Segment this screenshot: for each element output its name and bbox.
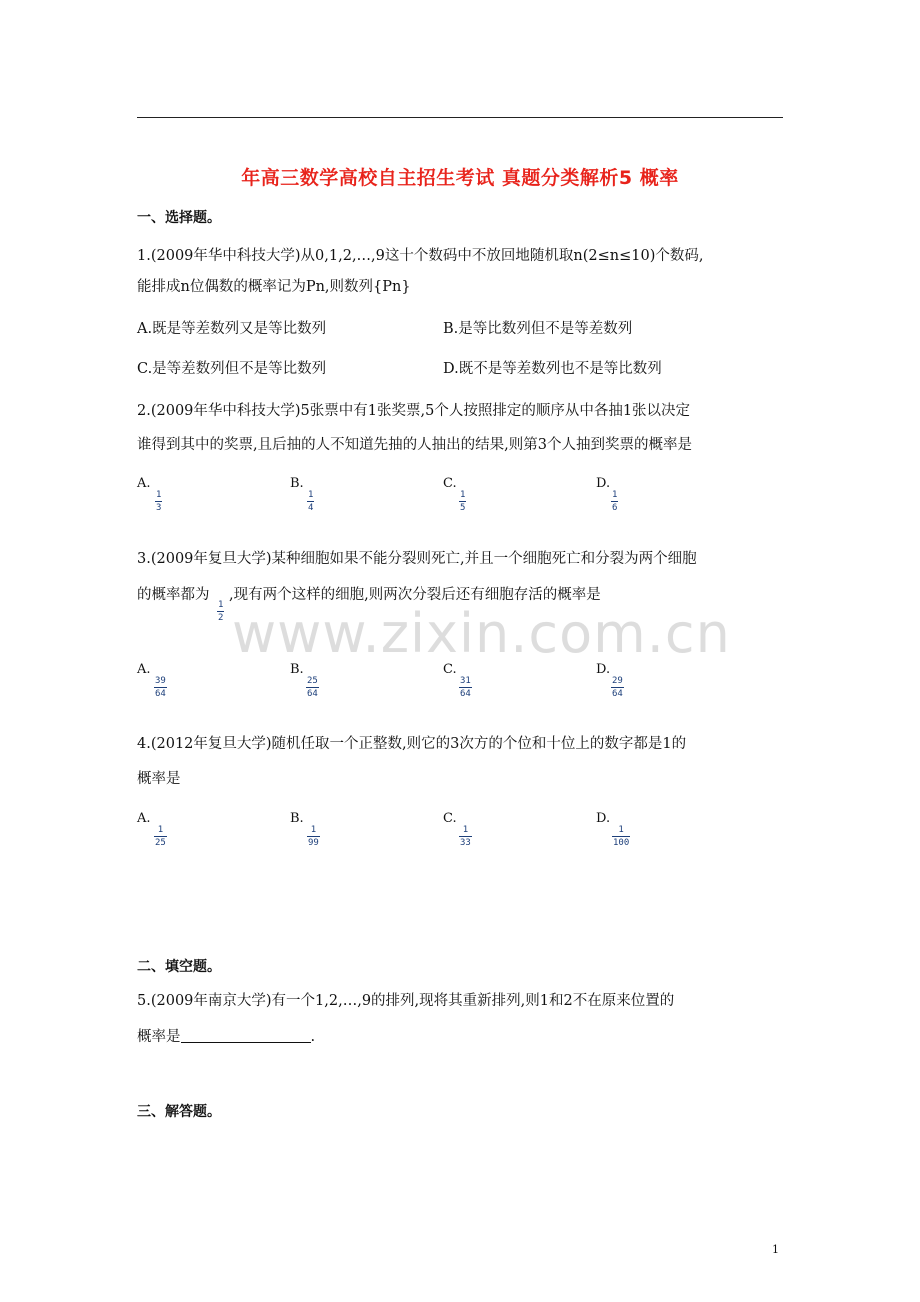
q2-option-c-label: C. bbox=[443, 476, 457, 491]
fraction-denominator: 64 bbox=[460, 689, 471, 699]
q3-option-d-fraction bbox=[611, 676, 624, 699]
answer-blank[interactable] bbox=[181, 1028, 311, 1043]
q2-text-line1: 2.(2009年华中科技大学)5张票中有1张奖票,5个人按照排定的顺序从中各抽1张以决定 bbox=[137, 403, 691, 419]
q3-option-b-fraction bbox=[306, 676, 319, 699]
fraction-numerator: 1 bbox=[460, 490, 466, 500]
q4-text-line1: 4.(2012年复旦大学)随机任取一个正整数,则它的3次方的个位和十位上的数字都是1的 bbox=[137, 736, 687, 752]
fraction-denominator: 99 bbox=[308, 838, 319, 848]
fraction-denominator: 25 bbox=[155, 838, 166, 848]
q3-text-line1: 3.(2009年复旦大学)某种细胞如果不能分裂则死亡,并且一个细胞死亡和分裂为两个细胞 bbox=[137, 551, 697, 567]
q1-option-a: A.既是等差数列又是等比数列 bbox=[137, 321, 327, 337]
fraction-numerator: 31 bbox=[460, 676, 471, 686]
q5-text-prefix: 概率是 bbox=[137, 1029, 181, 1045]
fraction-denominator: 64 bbox=[307, 689, 318, 699]
q2-text-line2: 谁得到其中的奖票,且后抽的人不知道先抽的人抽出的结果,则第3个人抽到奖票的概率是 bbox=[137, 437, 692, 453]
section-heading-fill: 二、填空题。 bbox=[137, 959, 221, 975]
q1-text-line2: 能排成n位偶数的概率记为Pn,则数列{Pn} bbox=[137, 279, 411, 295]
fraction-numerator: 1 bbox=[612, 490, 618, 500]
fraction-numerator: 29 bbox=[612, 676, 623, 686]
fraction-denominator: 64 bbox=[155, 689, 166, 699]
q4-option-a-label: A. bbox=[137, 811, 151, 826]
q5-text-line1: 5.(2009年南京大学)有一个1,2,…,9的排列,现将其重新排列,则1和2不在原来位置的 bbox=[137, 993, 675, 1009]
document-title: 年高三数学高校自主招生考试 真题分类解析5 概率 bbox=[241, 167, 679, 189]
fraction-numerator: 1 bbox=[310, 825, 317, 835]
watermark: www.zixin.com.cn bbox=[232, 602, 731, 665]
header-rule bbox=[137, 117, 783, 118]
q2-option-d-label: D. bbox=[596, 476, 611, 491]
q2-option-d-fraction bbox=[611, 490, 618, 513]
q4-option-a-fraction bbox=[154, 825, 167, 848]
fraction-numerator: 1 bbox=[156, 490, 162, 500]
q1-text-line1: 1.(2009年华中科技大学)从0,1,2,…,9这十个数码中不放回地随机取n(2≤n≤10)个数码, bbox=[137, 248, 704, 264]
fraction-denominator: 100 bbox=[613, 838, 630, 848]
fraction-denominator: 6 bbox=[612, 503, 618, 513]
fraction-denominator: 33 bbox=[460, 838, 471, 848]
q3-option-d-label: D. bbox=[596, 662, 611, 677]
q2-option-b-label: B. bbox=[290, 476, 304, 491]
q3-option-c-fraction bbox=[459, 676, 472, 699]
fraction-denominator: 5 bbox=[460, 503, 466, 513]
section-heading-choice: 一、选择题。 bbox=[137, 210, 221, 226]
fraction-denominator: 3 bbox=[156, 503, 162, 513]
q3-option-a-label: A. bbox=[137, 662, 151, 677]
q2-option-a-fraction bbox=[155, 490, 162, 513]
q3-half-fraction bbox=[217, 600, 224, 623]
q4-option-d-label: D. bbox=[596, 811, 611, 826]
q3-option-b-label: B. bbox=[290, 662, 304, 677]
q4-option-b-label: B. bbox=[290, 811, 304, 826]
q5-text-line2 bbox=[137, 1028, 315, 1046]
q4-option-b-fraction bbox=[307, 825, 320, 848]
q1-option-c: C.是等差数列但不是等比数列 bbox=[137, 361, 327, 377]
q2-option-b-fraction bbox=[307, 490, 314, 513]
q3-option-c-label: C. bbox=[443, 662, 457, 677]
page-number: 1 bbox=[772, 1243, 779, 1256]
q4-option-c-fraction bbox=[459, 825, 472, 848]
q3-option-a-fraction bbox=[154, 676, 167, 699]
fraction-numerator: 39 bbox=[155, 676, 166, 686]
fraction-denominator: 4 bbox=[308, 503, 314, 513]
q4-option-c-label: C. bbox=[443, 811, 457, 826]
q2-option-a-label: A. bbox=[137, 476, 151, 491]
fraction-denominator: 64 bbox=[612, 689, 623, 699]
fraction-numerator: 1 bbox=[218, 600, 224, 610]
fraction-numerator: 1 bbox=[157, 825, 164, 835]
fraction-numerator: 1 bbox=[618, 825, 624, 835]
q3-text-line2a: 的概率都为 bbox=[137, 587, 210, 603]
q5-text-suffix: . bbox=[310, 1029, 316, 1045]
q2-option-c-fraction bbox=[459, 490, 466, 513]
q3-text-line2b: ,现有两个这样的细胞,则两次分裂后还有细胞存活的概率是 bbox=[229, 587, 601, 603]
fraction-numerator: 1 bbox=[462, 825, 469, 835]
fraction-numerator: 25 bbox=[307, 676, 318, 686]
q1-option-b: B.是等比数列但不是等差数列 bbox=[443, 321, 633, 337]
fraction-denominator: 2 bbox=[218, 613, 224, 623]
q4-option-d-fraction bbox=[612, 825, 630, 848]
q4-text-line2: 概率是 bbox=[137, 771, 181, 787]
q1-option-d: D.既不是等差数列也不是等比数列 bbox=[443, 361, 662, 377]
fraction-numerator: 1 bbox=[308, 490, 314, 500]
section-heading-answer: 三、解答题。 bbox=[137, 1104, 221, 1120]
